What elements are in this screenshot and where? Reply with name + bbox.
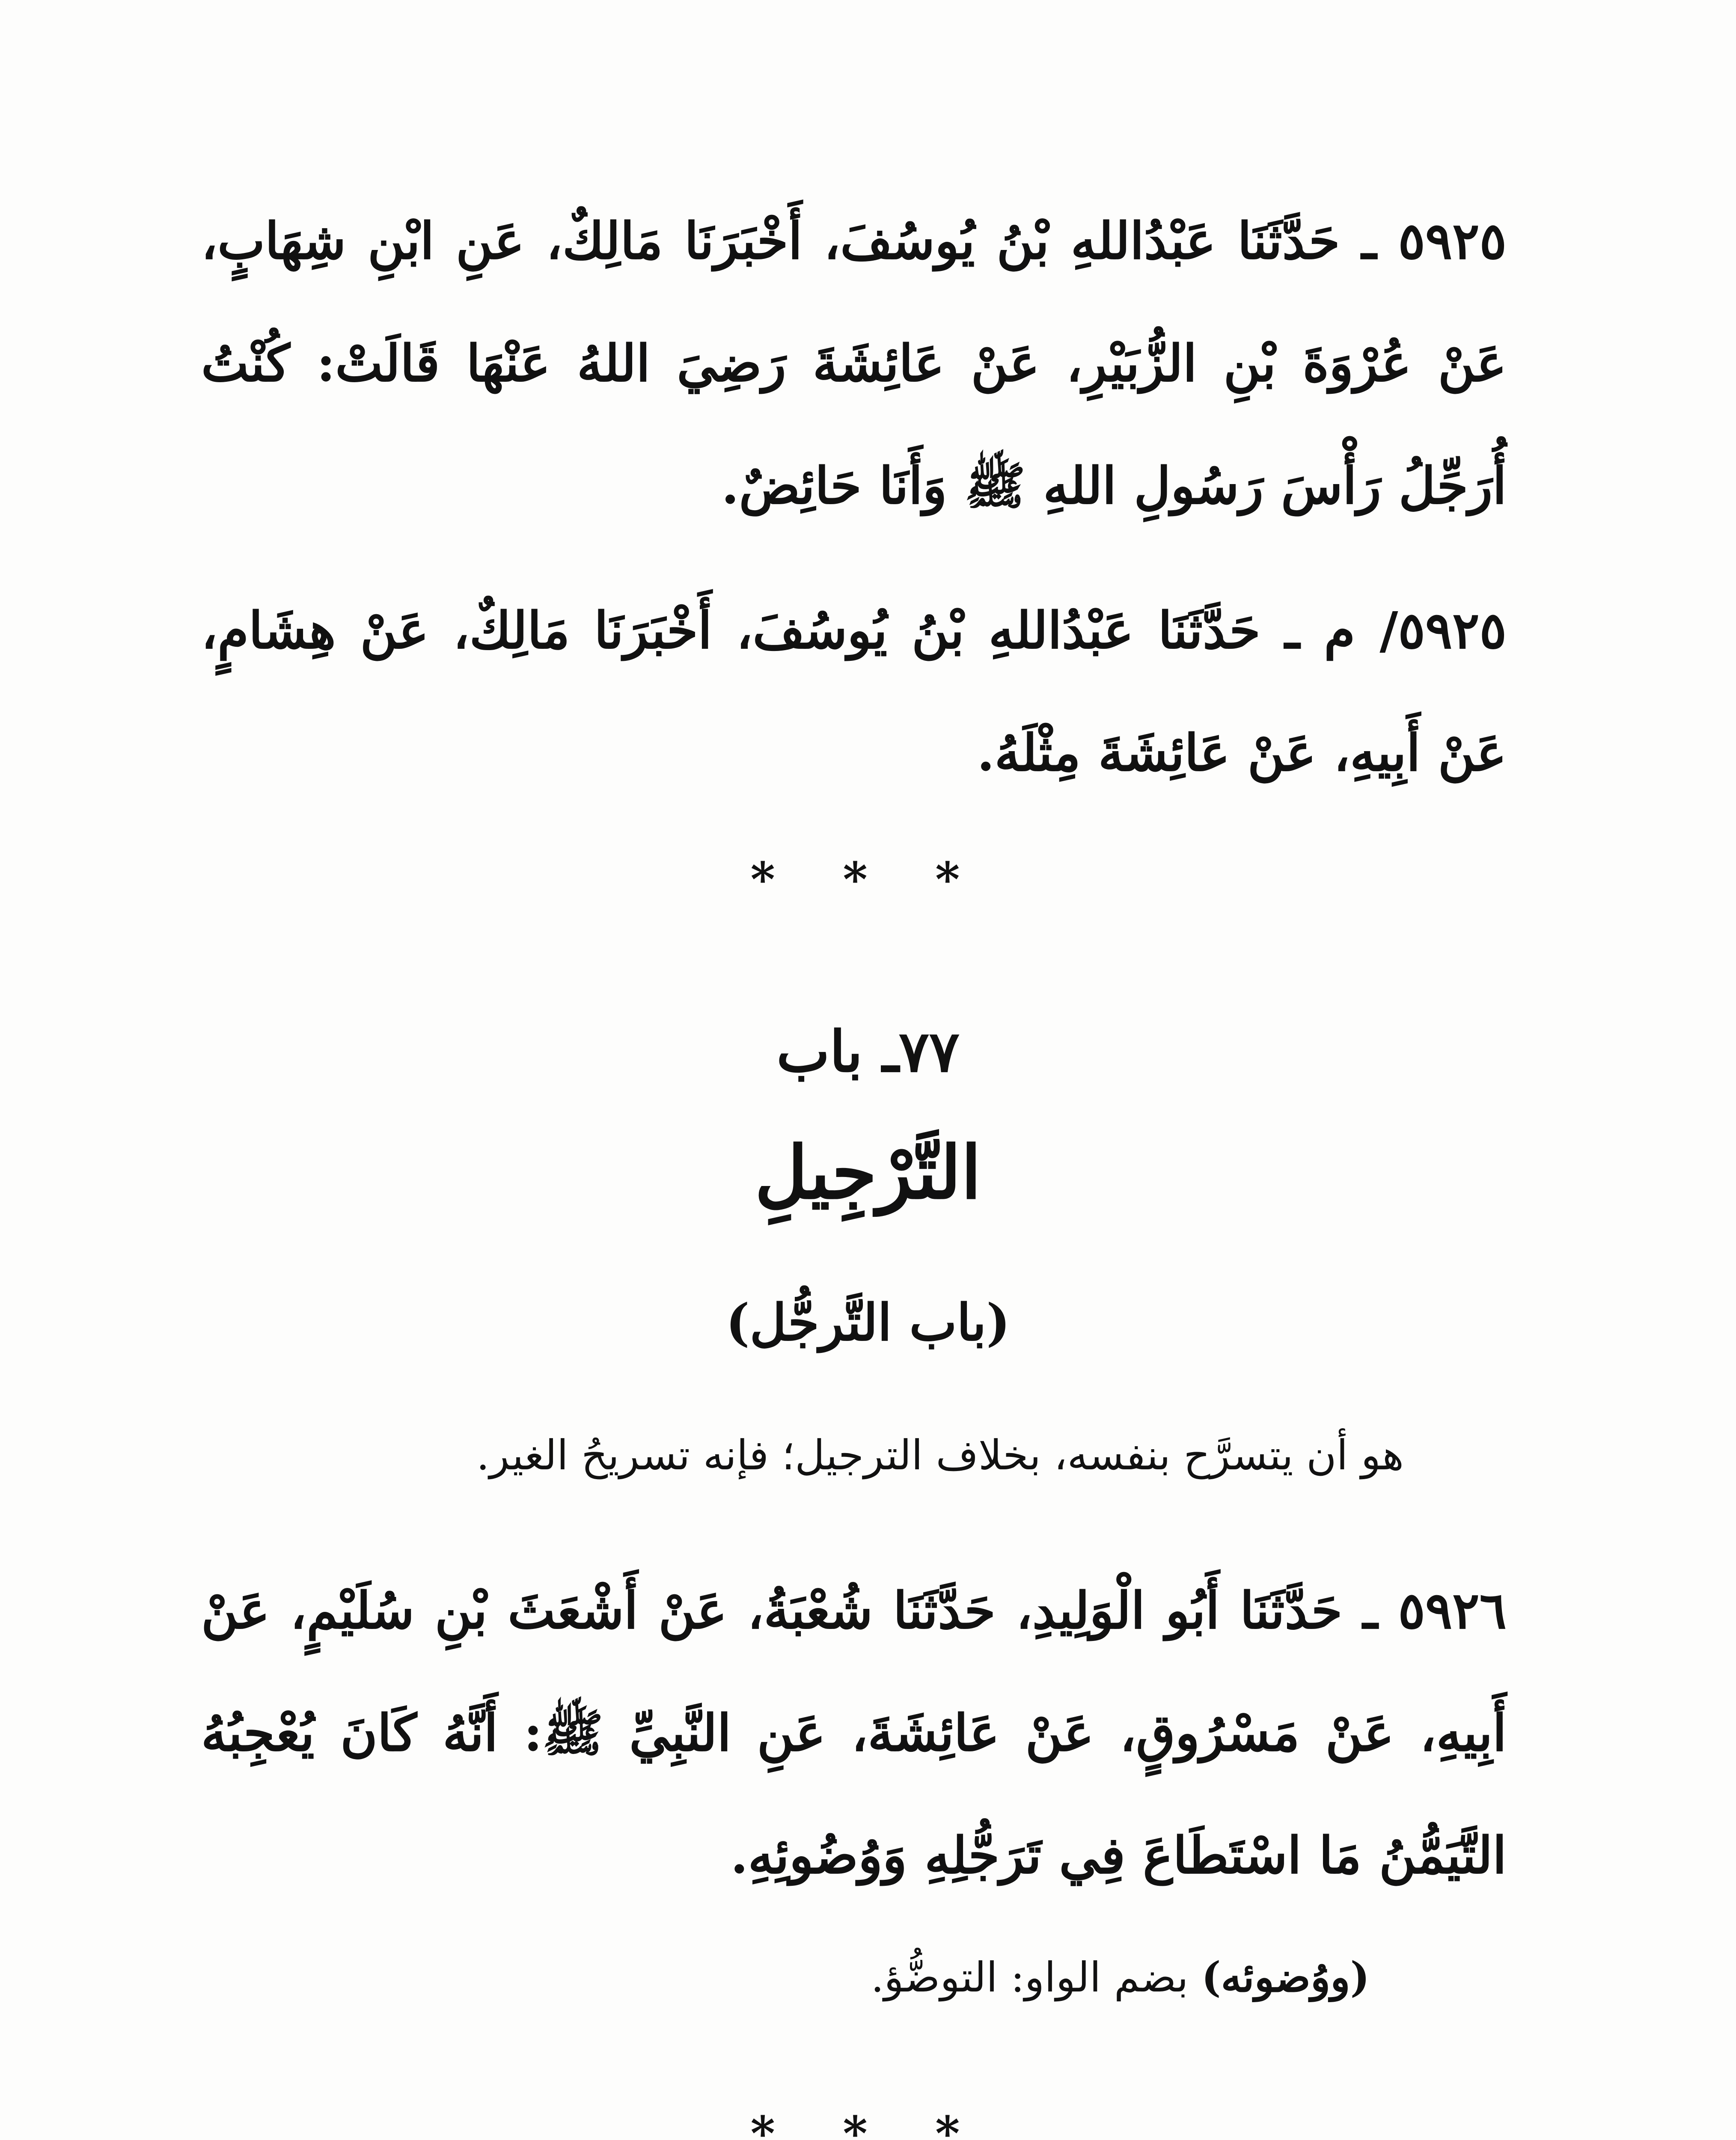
chapter-title: التَّرْجِيلِ — [755, 1130, 981, 1216]
hadith-5926 — [201, 1549, 1507, 1917]
note-explanation: بضم الواو: التوضُّؤ. — [871, 1953, 1189, 2001]
chapter-subtitle: (باب التَّرجُّل) — [725, 1293, 1011, 1352]
hadith-number: ٥٩٢٥ — [1398, 211, 1507, 270]
section-separator: * * * — [750, 2106, 986, 2140]
hadith-text: ـ حَدَّثَنَا أَبُو الْوَلِيدِ، حَدَّثَنَا شُعْبَةُ، عَنْ أَشْعَثَ بْنِ سُلَيْمٍ، عَنْ أَبِيهِ، عَنْ مَسْرُوقٍ، عَنْ عَائِشَةَ، عَنِ النَّبِيِّ ﷺ: أَنَّهُ كَانَ يُعْجِبُهُ التَّيَمُّنُ مَا اسْتَطَاعَ فِي تَرَجُّلِهِ وَوُضُوئِهِ. — [201, 1581, 1507, 1885]
chapter-number: ٧٧ـ باب — [776, 1019, 960, 1085]
word-note — [514, 1935, 1370, 2020]
hadith-text: ـ حَدَّثَنَا عَبْدُاللهِ بْنُ يُوسُفَ، أَخْبَرَنَا مَالِكٌ، عَنِ ابْنِ شِهَابٍ، عَنْ عُرْوَةَ بْنِ الزُّبَيْرِ، عَنْ عَائِشَةَ رَضِيَ اللهُ عَنْهَا قَالَتْ: كُنْتُ أُرَجِّلُ رَأْسَ رَسُولِ اللهِ ﷺ وَأَنَا حَائِضٌ. — [201, 211, 1507, 515]
chapter-commentary: هو أن يتسرَّح بنفسه، بخلاف الترجيل؛ فإنه تسريحُ الغير. — [476, 1431, 1404, 1479]
section-separator: * * * — [750, 852, 986, 907]
hadith-5925 — [201, 180, 1507, 547]
note-term: (ووُضوئه) — [1201, 1953, 1370, 2001]
hadith-text: ـ حَدَّثَنَا عَبْدُاللهِ بْنُ يُوسُفَ، أَخْبَرَنَا مَالِكٌ، عَنْ هِشَامٍ، عَنْ أَبِيهِ، عَنْ عَائِشَةَ مِثْلَهُ. — [201, 600, 1507, 782]
hadith-number: ٥٩٢٥/ م — [1324, 600, 1507, 660]
hadith-number: ٥٩٢٦ — [1398, 1581, 1507, 1640]
hadith-5925-m — [201, 569, 1507, 814]
